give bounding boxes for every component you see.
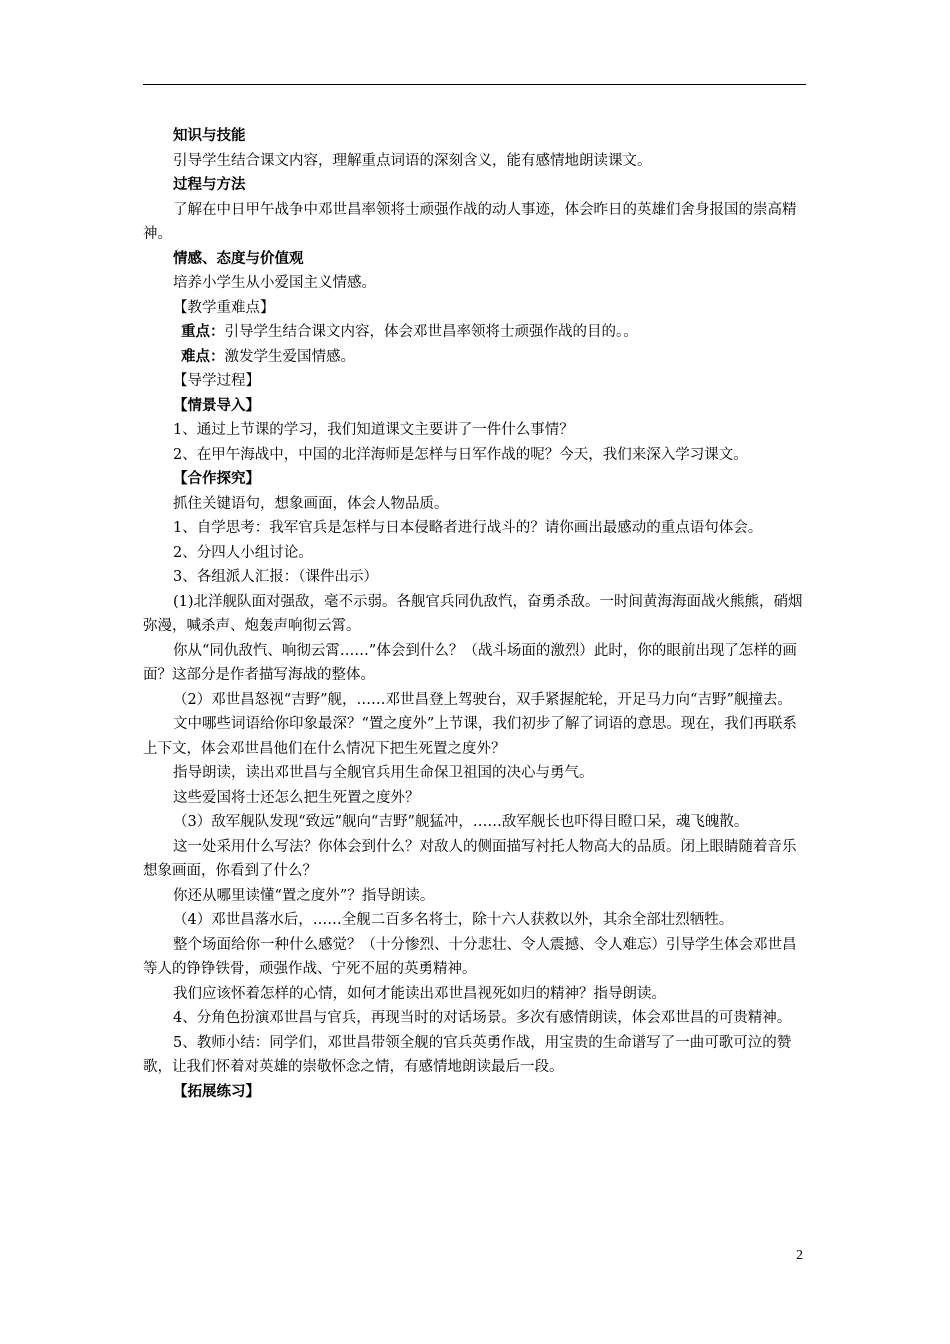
paragraph: 你还从哪里读懂“置之度外”？指导朗读。 — [173, 887, 435, 904]
paragraph: 指导朗读，读出邓世昌与全舰官兵用生命保卫祖国的决心与勇气。 — [173, 765, 594, 781]
paragraph: 2、在甲午海战中，中国的北洋海师是怎样与日军作战的呢？今天，我们来深入学习课文。 — [173, 446, 748, 463]
paragraph: 你从“同仇敌忾、响彻云霄……”体会到什么？（战斗场面的激烈）此时，你的眼前出现了怎样的画面？这部分是作者描写海战的整体。 — [143, 642, 797, 683]
paragraph: 1、自学思考：我军官兵是怎样与日本侵略者进行战斗的？请你画出最感动的重点语句体会。 — [173, 520, 763, 536]
difficulty-line — [143, 345, 806, 370]
key-point-line — [143, 320, 806, 345]
heading-emotion-values: 情感、态度与价值观 — [173, 249, 304, 267]
paragraph: (1)北洋舰队面对强敌，毫不示弱。各舰官兵同仇敌忾，奋勇杀敌。一时间黄海海面战火熊熊，硝烟弥漫，喊杀声、炮轰声响彻云霄。 — [143, 593, 803, 634]
paragraph: 抓住关键语句，想象画面，体会人物品质。 — [173, 495, 449, 512]
heading-process-method: 过程与方法 — [173, 176, 246, 193]
section-extension-practice: 【拓展练习】 — [173, 1082, 260, 1100]
paragraph: 3、各组派人汇报：（课件出示） — [173, 569, 378, 585]
paragraph: 1、通过上节课的学习，我们知道课文主要讲了一件什么事情？ — [173, 422, 574, 438]
document-body — [143, 124, 806, 1104]
paragraph: 文中哪些词语给你印象最深？“置之度外”上节课，我们初步了解了词语的意思。现在，我们再联系上下文，体会邓世昌他们在什么情况下把生死置之度外？ — [143, 716, 797, 757]
paragraph: （2）邓世昌怒视“吉野”舰，……邓世昌登上驾驶台，双手紧握舵轮，开足马力向“吉野”舰撞去。 — [173, 691, 792, 708]
heading-knowledge-skills: 知识与技能 — [173, 127, 246, 144]
paragraph: 4、分角色扮演邓世昌与官兵，再现当时的对话场景。多次有感情朗读，体会邓世昌的可贵精神。 — [173, 1010, 792, 1026]
paragraph: （3）敌军舰队发现“致远”舰向“吉野”舰猛冲，……敌军舰长也吓得目瞪口呆，魂飞魄散。 — [173, 814, 749, 830]
difficulty-label: 难点： — [181, 347, 225, 365]
paragraph: 整个场面给你一种什么感觉？（十分惨烈、十分悲壮、令人震撼、令人难忘）引导学生体会邓世昌等人的铮铮铁骨，顽强作战、宁死不屈的英勇精神。 — [143, 936, 797, 977]
key-point-text: 引导学生结合课文内容，体会邓世昌率领将士顽强作战的目的。。 — [224, 324, 638, 340]
key-point-label: 重点： — [181, 323, 225, 340]
paragraph: 5、教师小结：同学们，邓世昌带领全舰的官兵英勇作战，用宝贵的生命谱写了一曲可歌可泣的赞歌，让我们怀着对英雄的崇敬怀念之情，有感情地朗读最后一段。 — [143, 1034, 792, 1075]
section-teaching-keypoints: 【教学重难点】 — [173, 299, 275, 316]
paragraph: 了解在中日甲午战争中邓世昌率领将士顽强作战的动人事迹，体会昨日的英雄们舍身报国的崇高精神。 — [143, 201, 797, 242]
section-guided-process: 【导学过程】 — [173, 373, 260, 389]
page-number: 2 — [796, 1248, 803, 1263]
paragraph: 我们应该怀着怎样的心情，如何才能读出邓世昌视死如归的精神？指导朗读。 — [173, 985, 666, 1002]
section-scene-intro: 【情景导入】 — [173, 396, 260, 414]
header-rule — [143, 84, 806, 85]
paragraph: 2、分四人小组讨论。 — [173, 544, 313, 561]
section-cooperative-inquiry: 【合作探究】 — [173, 470, 260, 487]
paragraph: （4）邓世昌落水后，……全舰二百多名将士，除十六人获救以外，其余全部壮烈牺牲。 — [173, 912, 734, 928]
paragraph: 培养小学生从小爱国主义情感。 — [173, 275, 376, 291]
paragraph: 这一处采用什么写法？你体会到什么？对敌人的侧面描写衬托人物高大的品质。闭上眼睛随着音乐想象画面，你看到了什么？ — [143, 838, 797, 879]
difficulty-text: 激发学生爱国情感。 — [224, 348, 355, 365]
paragraph: 这些爱国将士还怎么把生死置之度外？ — [173, 789, 420, 806]
paragraph: 引导学生结合课文内容，理解重点词语的深刻含义，能有感情地朗读课文。 — [173, 152, 652, 169]
